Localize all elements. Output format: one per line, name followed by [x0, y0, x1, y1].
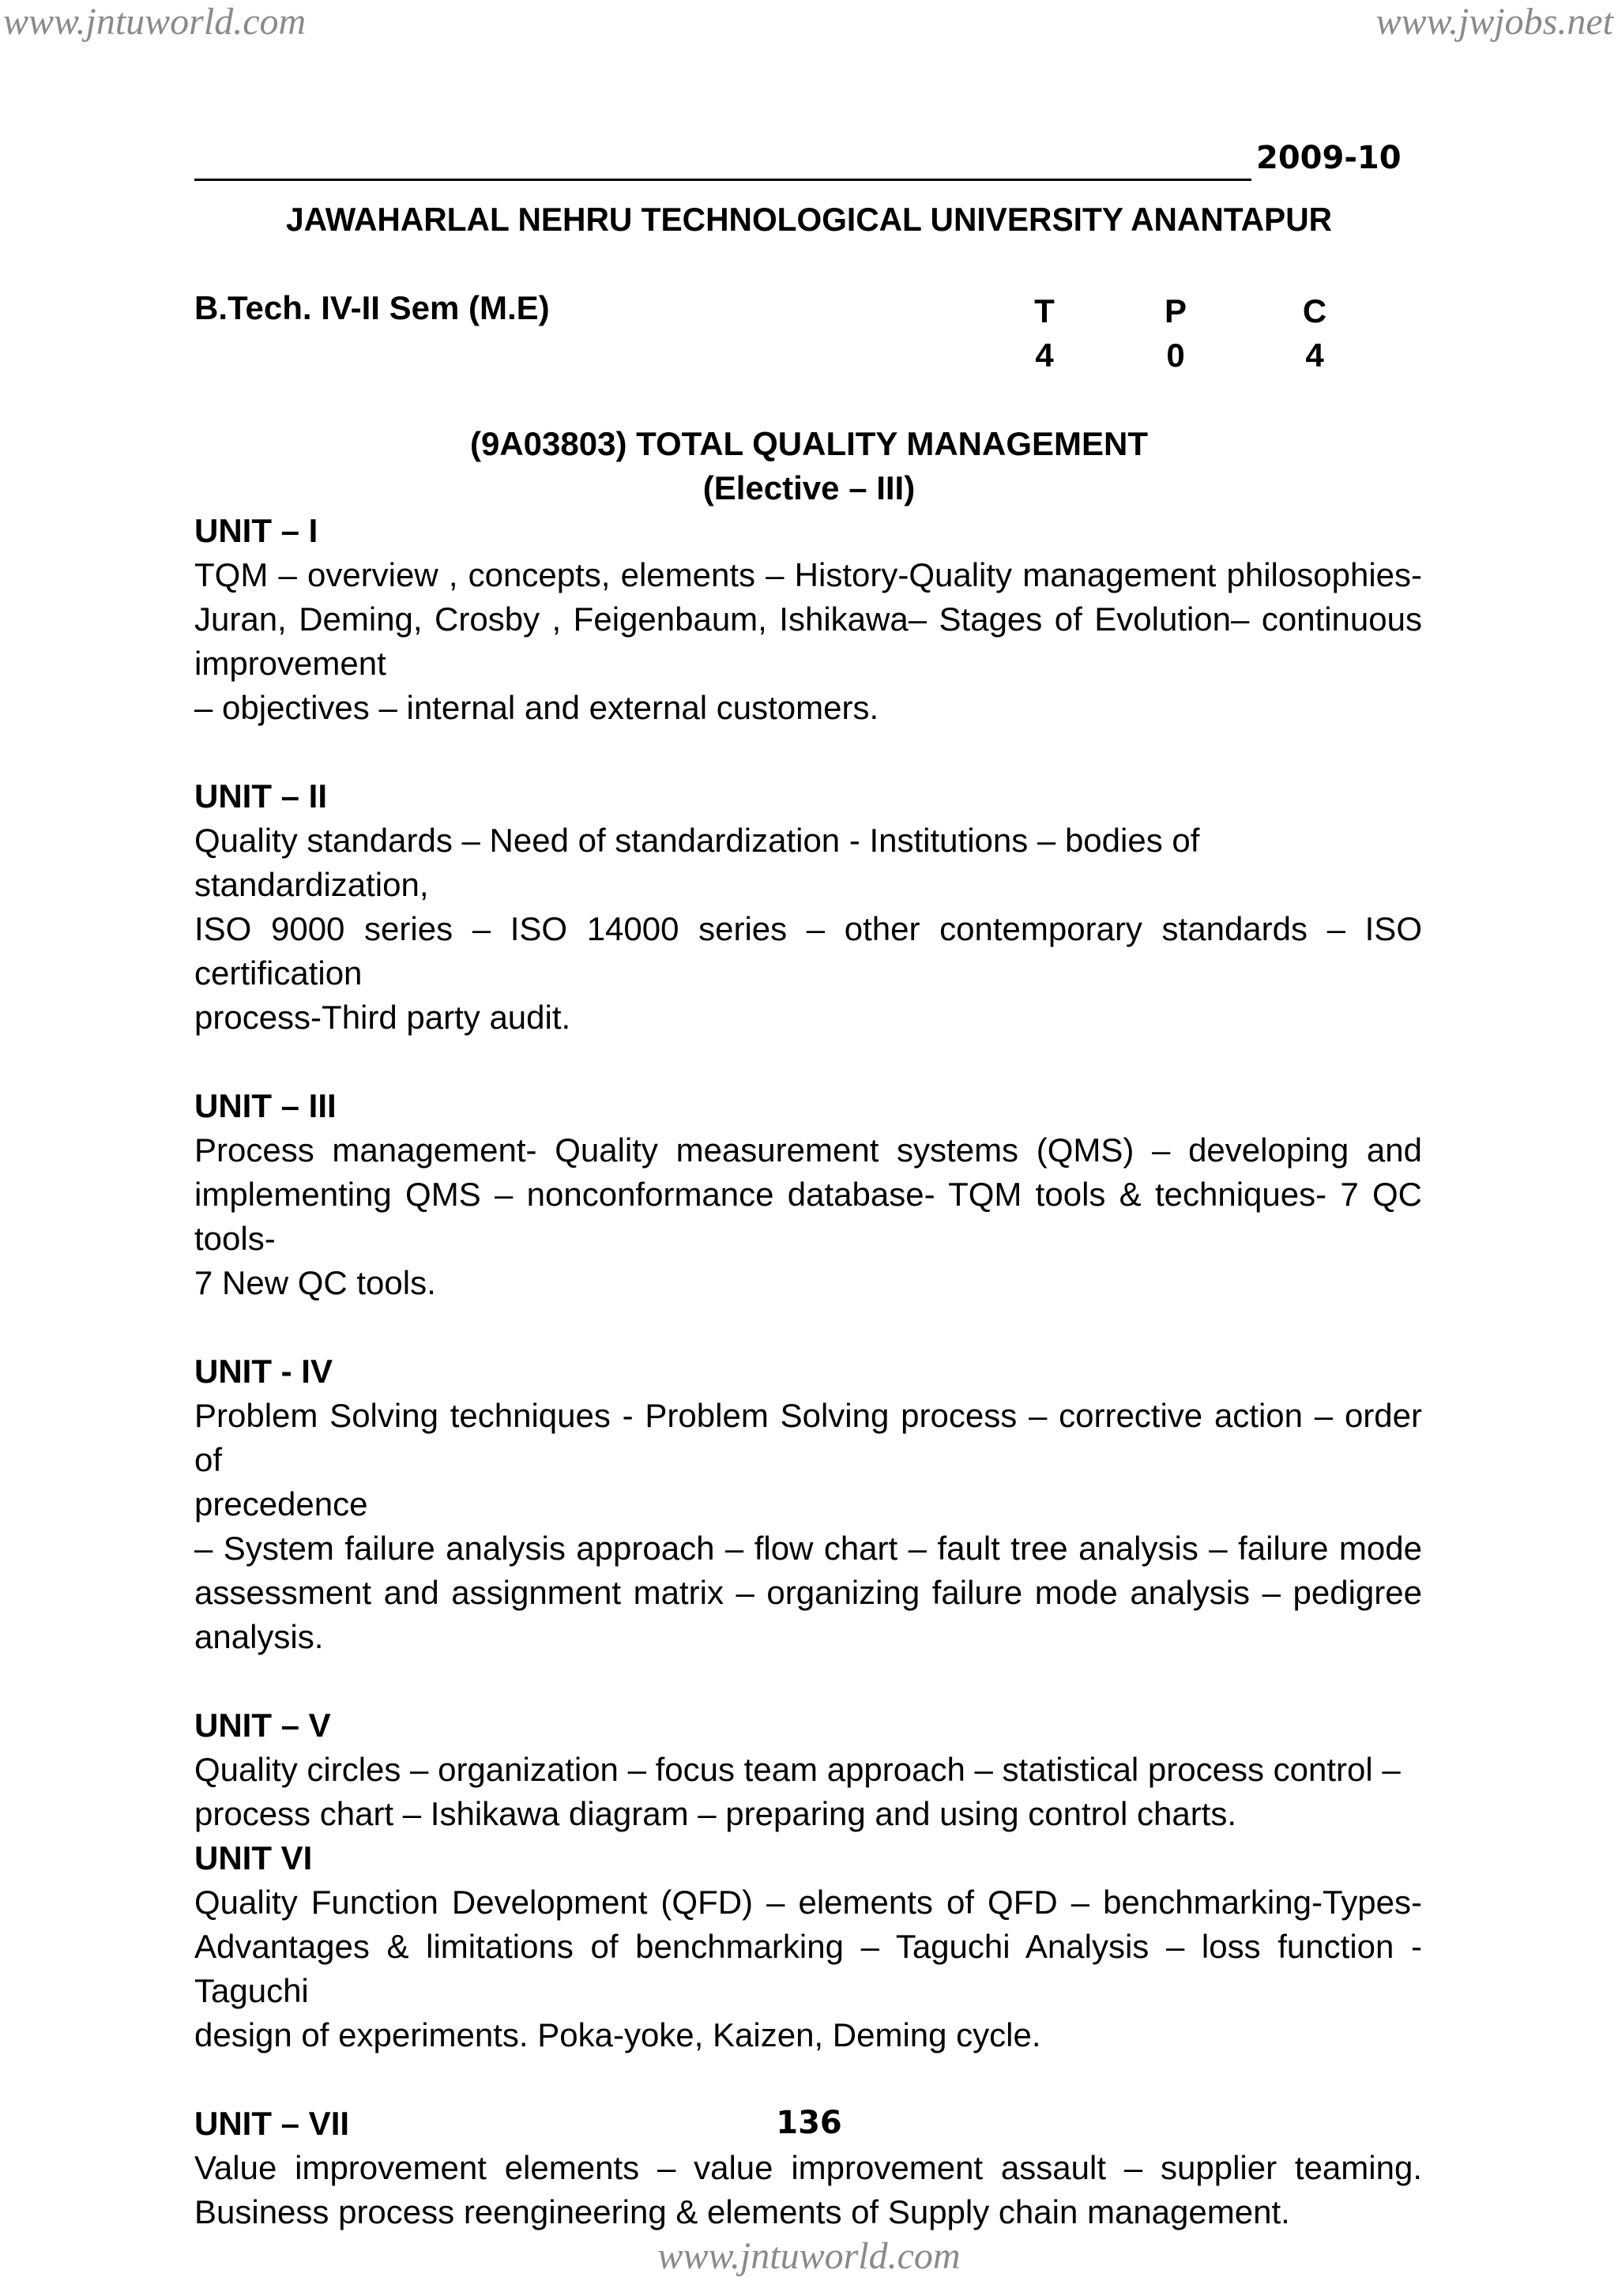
header-rule — [194, 179, 1251, 181]
unit-3 — [194, 1084, 1422, 1305]
credit-value-p: 0 — [1166, 337, 1185, 374]
credit-column-t — [1021, 289, 1068, 378]
watermark-top-left: www.jntuworld.com — [3, 1, 307, 43]
unit-line: analysis. — [194, 1618, 324, 1655]
unit-line: Process management- Quality measurement systems (QMS) – developing and — [194, 1131, 1422, 1169]
university-name: JAWAHARLAL NEHRU TECHNOLOGICAL UNIVERSITY ANANTAPUR — [285, 201, 1333, 238]
course-title-block — [0, 422, 1618, 510]
unit-line: implementing QMS – nonconformance database- TQM tools & techniques- 7 QC tools- — [194, 1176, 1422, 1257]
credit-value-t: 4 — [1035, 337, 1054, 374]
unit-line: Value improvement elements – value improvement assault – supplier teaming. — [194, 2149, 1422, 2186]
unit-4 — [194, 1349, 1422, 1659]
unit-heading: UNIT - IV — [194, 1353, 333, 1390]
year-row — [194, 139, 1403, 185]
unit-line: Business process reengineering & elements of Supply chain management. — [194, 2193, 1290, 2230]
credit-value-c: 4 — [1305, 337, 1324, 374]
credit-column-c — [1291, 289, 1338, 378]
unit-5 — [194, 1703, 1422, 1836]
unit-heading: UNIT – II — [194, 777, 328, 815]
page-number: 136 — [776, 2105, 842, 2141]
unit-heading: UNIT – I — [194, 512, 318, 549]
unit-line: design of experiments. Poka-yoke, Kaizen, Deming cycle. — [194, 2016, 1041, 2053]
unit-line: process-Third party audit. — [194, 999, 571, 1036]
academic-year: 2009-10 — [1256, 140, 1402, 176]
unit-line: Quality Function Development (QFD) – elements of QFD – benchmarking-Types- — [194, 1884, 1422, 1921]
unit-line: Problem Solving techniques - Problem Solving process – corrective action – order of — [194, 1397, 1422, 1478]
unit-line: TQM – overview , concepts, elements – History-Quality management philosophies- — [194, 556, 1422, 593]
semester-label: B.Tech. IV-II Sem (M.E) — [194, 289, 550, 326]
unit-6 — [194, 1836, 1422, 2057]
watermark-top-right: www.jwjobs.net — [1375, 1, 1613, 43]
unit-heading: UNIT – VII — [194, 2105, 350, 2142]
credit-column-p — [1152, 289, 1199, 378]
unit-line: ISO 9000 series – ISO 14000 series – other contemporary standards – ISO certification — [194, 910, 1422, 992]
credit-label-p: P — [1164, 292, 1187, 329]
unit-line: Juran, Deming, Crosby , Feigenbaum, Ishikawa– Stages of Evolution– continuous — [194, 600, 1422, 638]
unit-line: process chart – Ishikawa diagram – preparing and using control charts. — [194, 1795, 1237, 1832]
credit-label-t: T — [1034, 292, 1055, 329]
course-subtitle: (Elective – III) — [702, 469, 916, 506]
unit-heading: UNIT – V — [194, 1707, 331, 1744]
unit-line: assessment and assignment matrix – organizing failure mode analysis – pedigree — [194, 1574, 1422, 1611]
unit-line: precedence — [194, 1485, 368, 1523]
unit-line: Quality circles – organization – focus team approach – statistical process control – — [194, 1751, 1401, 1788]
syllabus-content — [194, 509, 1422, 2234]
unit-heading: UNIT – III — [194, 1087, 337, 1124]
unit-line: Quality standards – Need of standardization - Institutions – bodies of standardization, — [194, 822, 1200, 903]
watermark-bottom: www.jntuworld.com — [657, 2235, 961, 2277]
course-title: (9A03803) TOTAL QUALITY MANAGEMENT — [469, 425, 1148, 462]
unit-line: improvement — [194, 645, 386, 682]
unit-2 — [194, 774, 1422, 1040]
unit-1 — [194, 509, 1422, 730]
unit-line: – objectives – internal and external customers. — [194, 689, 879, 726]
credit-label-c: C — [1302, 292, 1327, 329]
unit-line: 7 New QC tools. — [194, 1264, 436, 1301]
unit-line: – System failure analysis approach – flow chart – fault tree analysis – failure mode — [194, 1530, 1422, 1567]
unit-line: Advantages & limitations of benchmarking – Taguchi Analysis – loss function - Taguchi — [194, 1928, 1422, 2009]
unit-heading: UNIT VI — [194, 1839, 313, 1876]
